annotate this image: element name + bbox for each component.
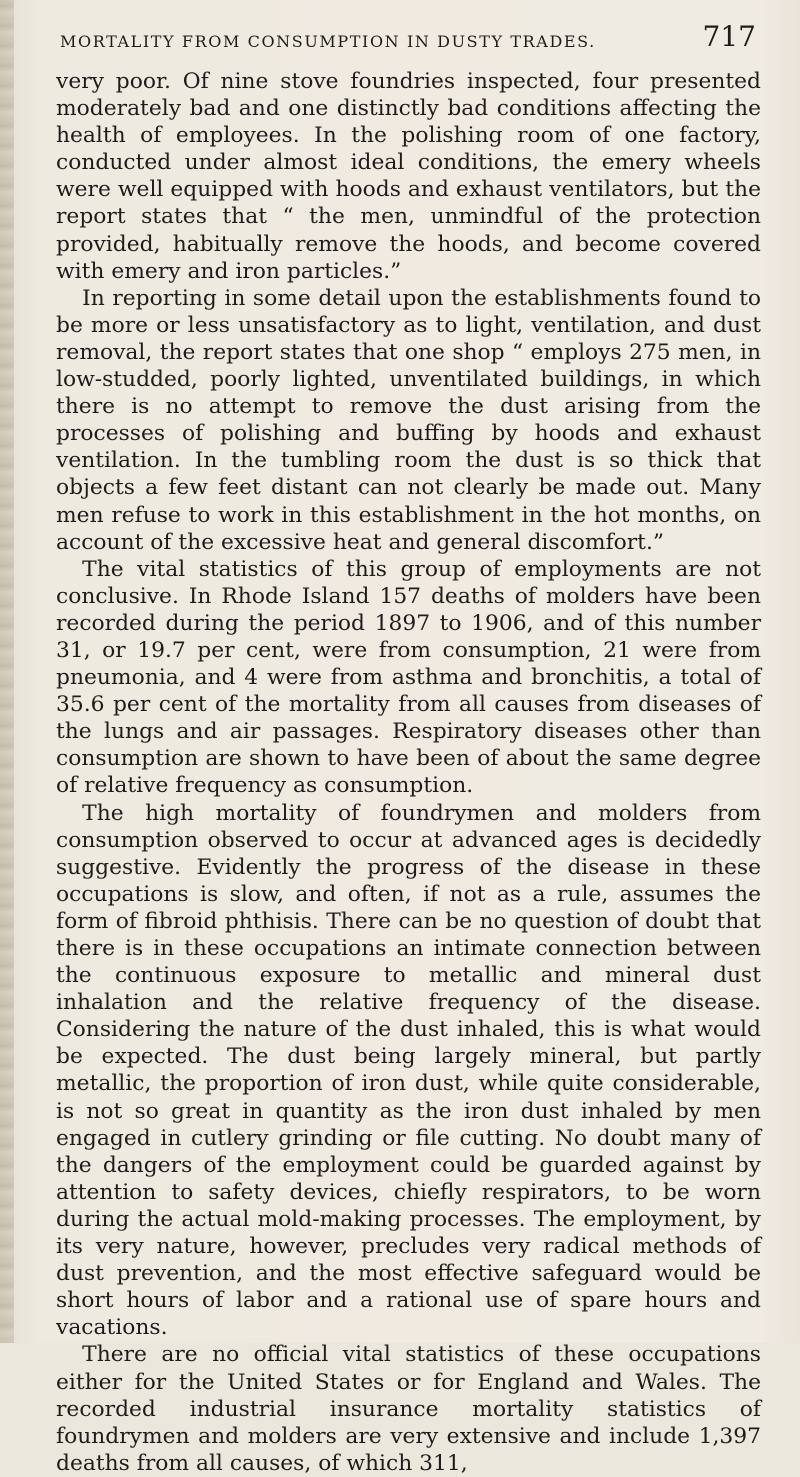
page-header — [60, 20, 760, 64]
running-head: MORTALITY FROM CONSUMPTION IN DUSTY TRADES. — [60, 32, 596, 51]
paragraph: There are no official vital statistics of these occupations either for the United States or for England and Wales. The recorded industrial insurance mortality statistics of foundrymen and molders are very extensive and include 1,397 deaths from all causes, of which 311, — [56, 1342, 761, 1476]
paragraph: In reporting in some detail upon the establishments found to be more or less unsatisfactory as to light, ventilation, and dust removal, the report states that one shop “ employs 275 men, in low-studded, poorly lighted, unventilated buildings, in which there is no attempt to remove the dust arising from the processes of polishing and buffing by hoods and exhaust ventilation. In the tumbling room the dust is so thick that objects a few feet distant can not clearly be made out. Many men refuse to work in this establishment in the hot months, on account of the excessive heat and general discomfort.” — [56, 285, 761, 555]
page-number: 717 — [702, 20, 756, 53]
paragraph: The vital statistics of this group of employments are not conclusive. In Rhode Island 157 deaths of molders have been recorded during the period 1897 to 1906, and of this number 31, or 19.7 per cent, were from consumption, 21 were from pneumonia, and 4 were from asthma and bronchitis, a total of 35.6 per cent of the mortality from all causes from diseases of the lungs and air passages. Respiratory diseases other than consumption are shown to have been of about the same degree of relative frequency as consumption. — [56, 556, 761, 799]
paragraph: very poor. Of nine stove foundries inspected, four presented moderately bad and one distinctly bad conditions affecting the health of employees. In the polishing room of one factory, conducted under almost ideal conditions, the emery wheels were well equipped with hoods and exhaust ventilators, but the report states that “ the men, unmindful of the protection provided, habitually remove the hoods, and become covered with emery and iron particles.” — [56, 69, 761, 284]
paragraph: The high mortality of foundrymen and molders from consumption observed to occur at advanced ages is decidedly suggestive. Evidently the progress of the disease in these occupations is slow, and often, if not as a rule, assumes the form of fibroid phthisis. There can be no question of doubt that there is in these occupations an intimate connection between the continuous exposure to metallic and mineral dust inhalation and the relative frequency of the disease. Considering the nature of the dust inhaled, this is what would be expected. The dust being largely mineral, but partly metallic, the proportion of iron dust, while quite considerable, is not so great in quantity as the iron dust inhaled by men engaged in cutlery grinding or file cutting. No doubt many of the dangers of the employment could be guarded against by attention to safety devices, chiefly respirators, to be worn during the actual mold-making processes. The employment, by its very nature, however, precludes very radical methods of dust prevention, and the most effective safeguard would be short hours of labor and a rational use of spare hours and vacations. — [56, 800, 761, 1341]
page-spine-shadow — [0, 0, 14, 1343]
body-text — [56, 68, 761, 1477]
